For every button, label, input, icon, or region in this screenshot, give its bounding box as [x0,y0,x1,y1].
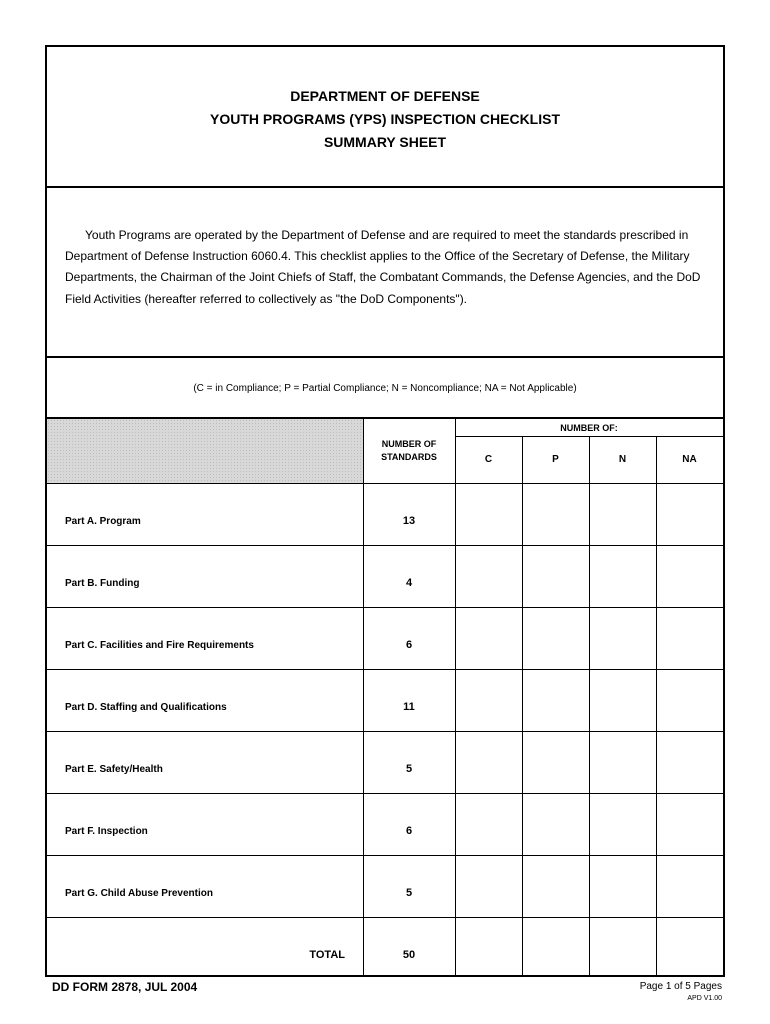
row-label-part-f: Part F. Inspection [65,826,148,837]
grid-line [522,437,523,975]
row-standards-part-b: 4 [405,577,413,589]
column-header-c: C [484,454,493,465]
row-label-part-d: Part D. Staffing and Qualifications [65,702,227,713]
number-of-standards-header [363,419,455,483]
form-header [47,47,723,188]
grid-line [47,483,723,484]
grid-line [47,545,723,546]
grid-line [47,917,723,918]
column-header-p: P [552,454,559,465]
page-number: Page 1 of 5 Pages [639,981,722,992]
row-standards-part-e: 5 [405,763,413,775]
intro-paragraph: Youth Programs are operated by the Department of Defense and are required to meet the standards prescribed in Department of Defense Instruction 6060.4. This checklist applies to the Office of the Secretary of Defense, the Military Departments, the Chairman of the Joint Chiefs of Staff, the Combatant Commands, the Defense Agencies, and the DoD Field Activities (hereafter referred to collectively as "the DoD Components"). [65,228,701,306]
grid-line [656,437,657,975]
grid-line [589,437,590,975]
form-identifier: DD FORM 2878, JUL 2004 [52,980,198,994]
row-label-part-e: Part E. Safety/Health [65,764,163,775]
row-label-part-b: Part B. Funding [65,578,140,589]
grid-line [47,793,723,794]
form-frame [45,45,725,977]
total-value: 50 [402,949,416,961]
column-header-n: N [618,454,627,465]
grid-line [363,419,364,975]
number-of-header: NUMBER OF: [560,423,618,433]
header-checklist-title: YOUTH PROGRAMS (YPS) INSPECTION CHECKLIST [209,111,561,127]
compliance-legend: (C = in Compliance; P = Partial Compliance; N = Noncompliance; NA = Not Applicable) [47,358,723,419]
summary-table [47,419,723,975]
row-standards-part-f: 6 [405,825,413,837]
row-standards-part-g: 5 [405,887,413,899]
form-version: APD V1.00 [687,995,722,1002]
row-standards-part-d: 11 [403,701,415,713]
grid-line [455,436,723,437]
number-of-standards-line2: STANDARDS [381,452,437,462]
grid-line [47,607,723,608]
grid-line [455,419,456,975]
number-of-standards-line1: NUMBER OF [381,439,437,449]
row-label-part-a: Part A. Program [65,516,141,527]
grid-line [47,731,723,732]
intro-section [47,188,723,358]
header-summary-sheet: SUMMARY SHEET [323,134,447,150]
header-department: DEPARTMENT OF DEFENSE [290,88,480,104]
grid-line [47,855,723,856]
row-label-part-g: Part G. Child Abuse Prevention [65,888,213,899]
grid-line [47,669,723,670]
total-label: TOTAL [309,949,345,961]
row-label-part-c: Part C. Facilities and Fire Requirements [65,640,254,651]
column-header-na: NA [682,454,697,465]
row-standards-part-c: 6 [405,639,413,651]
shaded-header-cell [47,419,363,483]
row-standards-part-a: 13 [402,515,416,527]
